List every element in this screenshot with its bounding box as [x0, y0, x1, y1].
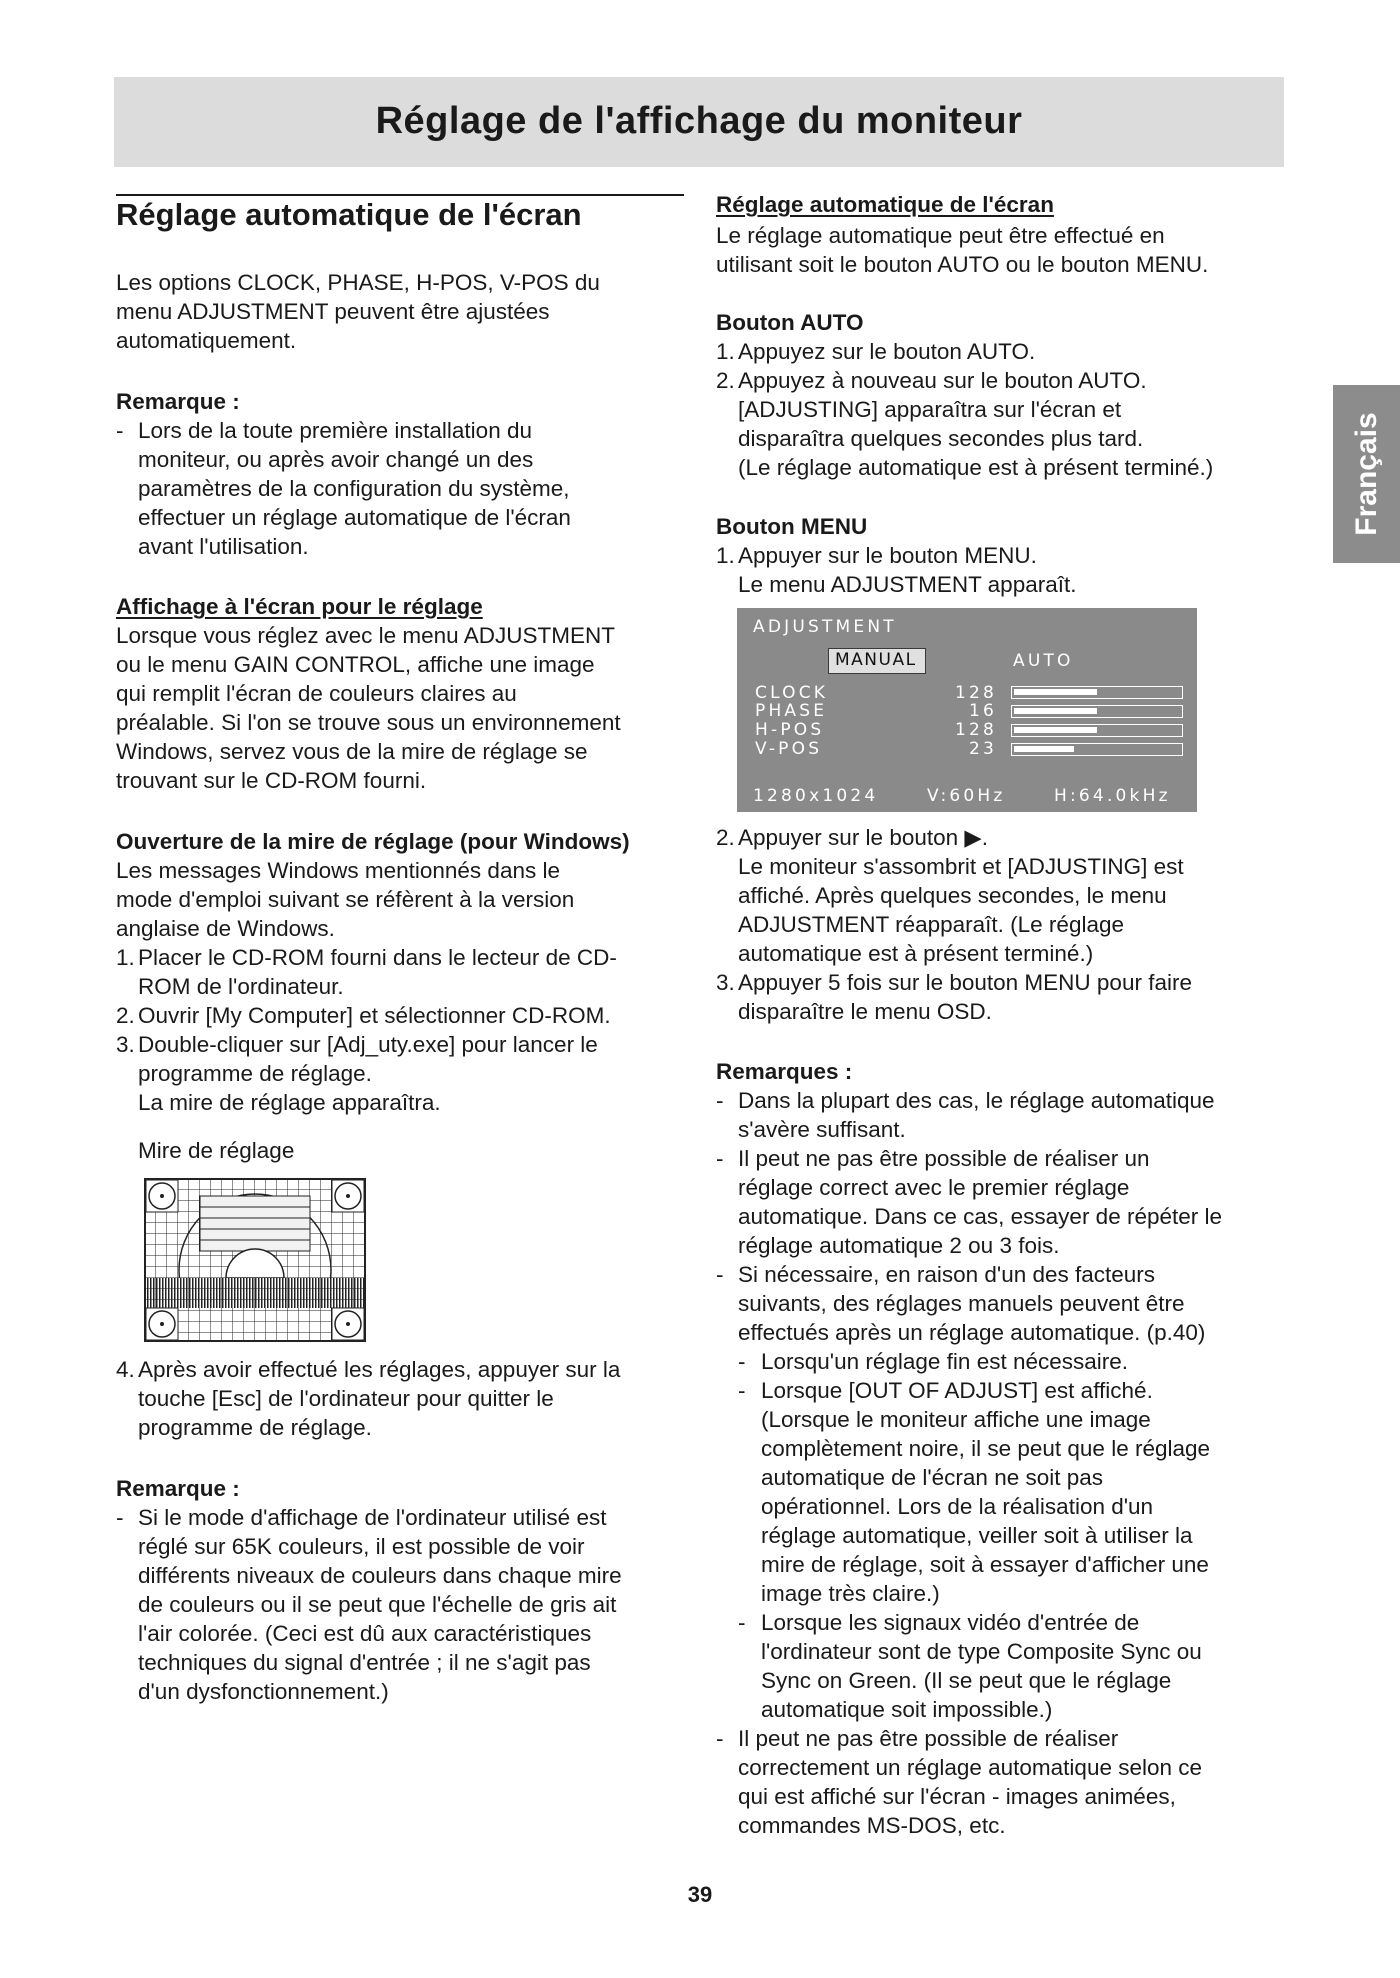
remarks-title: Remarques : [716, 1059, 853, 1084]
subsection-title: Bouton MENU [716, 514, 868, 539]
body-line: qui remplit l'écran de couleurs claires au [116, 681, 517, 706]
step-line: Le moniteur s'assombrit et [ADJUSTING] est [738, 854, 1184, 879]
body-line: Windows, servez vous de la mire de réglage se [116, 739, 588, 764]
step-marker: 1. [716, 339, 735, 364]
step-marker: 2. [716, 368, 735, 393]
step-line: Appuyer sur le bouton MENU. [738, 543, 1037, 568]
step-line: La mire de réglage apparaîtra. [138, 1090, 441, 1115]
step-marker: 4. [116, 1357, 135, 1382]
step-line: automatique est à présent terminé.) [738, 941, 1094, 966]
remark-line: automatique. Dans ce cas, essayer de répéter le [738, 1204, 1223, 1229]
step-line: Placer le CD-ROM fourni dans le lecteur de CD- [138, 945, 617, 970]
step-line: disparaîtra quelques secondes plus tard. [738, 426, 1144, 451]
intro-line: automatiquement. [116, 328, 297, 353]
remark-line: suivants, des réglages manuels peuvent être [738, 1291, 1185, 1316]
section-heading: Réglage automatique de l'écran [116, 197, 582, 232]
remark-line: paramètres de la configuration du système, [138, 476, 570, 501]
pattern-caption: Mire de réglage [138, 1138, 295, 1163]
osd-level-fill [1014, 746, 1074, 752]
osd-title: ADJUSTMENT [753, 617, 897, 637]
remark-line: Il peut ne pas être possible de réaliser [738, 1726, 1119, 1751]
remark-line: Il peut ne pas être possible de réaliser un [738, 1146, 1150, 1171]
remark-line: Si nécessaire, en raison d'un des facteurs [738, 1262, 1156, 1287]
body-line: Lorsque vous réglez avec le menu ADJUSTMENT [116, 623, 615, 648]
sub-remark-line: automatique de l'écran ne soit pas [761, 1465, 1104, 1490]
sub-remark-line: image très claire.) [761, 1581, 940, 1606]
body-line: mode d'emploi suivant se réfèrent à la version [116, 887, 575, 912]
body-line: Les messages Windows mentionnés dans le [116, 858, 560, 883]
body-line: ou le menu GAIN CONTROL, affiche une image [116, 652, 595, 677]
osd-row-label: V-POS [755, 739, 823, 759]
step-marker: 2. [116, 1003, 135, 1028]
step-marker: 1. [716, 543, 735, 568]
osd-row-value: 16 [968, 701, 997, 721]
step-line: Appuyez à nouveau sur le bouton AUTO. [738, 368, 1147, 393]
section-heading: Réglage automatique de l'écran [716, 192, 1054, 217]
language-tab [1333, 385, 1400, 563]
step-line: ROM de l'ordinateur. [138, 974, 344, 999]
remark-line: différents niveaux de couleurs dans chaque mire [138, 1563, 622, 1588]
osd-row-label: CLOCK [755, 683, 829, 703]
step-line: disparaître le menu OSD. [738, 999, 992, 1024]
remark-line: de couleurs ou il se peut que l'échelle de gris ait [138, 1592, 617, 1617]
sub-bullet-marker: - [738, 1349, 746, 1374]
body-line: préalable. Si l'on se trouve sous un environnement [116, 710, 621, 735]
remark-line: Si le mode d'affichage de l'ordinateur utilisé est [138, 1505, 607, 1530]
step-line: [ADJUSTING] apparaîtra sur l'écran et [738, 397, 1122, 422]
osd-row-label: H-POS [755, 720, 825, 740]
sub-bullet-marker: - [738, 1378, 746, 1403]
sub-remark-line: complètement noire, il se peut que le réglage [761, 1436, 1211, 1461]
remark-line: effectués après un réglage automatique. (p.40) [738, 1320, 1206, 1345]
test-pattern-image [144, 1178, 366, 1342]
page-number: 39 [687, 1882, 713, 1907]
bullet-marker: - [716, 1726, 724, 1751]
remark-line: Lors de la toute première installation du [138, 418, 532, 443]
step-marker: 3. [716, 970, 735, 995]
osd-row-value: 128 [954, 683, 997, 703]
osd-level-fill [1014, 727, 1097, 733]
section-rule [116, 194, 684, 196]
remark-line: avant l'utilisation. [138, 534, 309, 559]
step-line: Appuyer 5 fois sur le bouton MENU pour faire [738, 970, 1192, 995]
step-line: (Le réglage automatique est à présent terminé.) [738, 455, 1214, 480]
bullet-marker: - [116, 418, 124, 443]
osd-hfreq: H:64.0kHz [1054, 786, 1171, 806]
body-line: anglaise de Windows. [116, 916, 335, 941]
step-marker: 2. [716, 825, 735, 850]
sub-remark-line: automatique soit impossible.) [761, 1697, 1053, 1722]
bullet-marker: - [116, 1505, 124, 1530]
sub-remark-line: Sync on Green. (Il se peut que le réglage [761, 1668, 1172, 1693]
intro-line: Les options CLOCK, PHASE, H-POS, V-POS du [116, 270, 600, 295]
osd-level-fill [1014, 689, 1097, 695]
sub-remark-line: Lorsqu'un réglage fin est nécessaire. [761, 1349, 1129, 1374]
intro-line: menu ADJUSTMENT peuvent être ajustées [116, 299, 550, 324]
remark-line: réglage automatique 2 ou 3 fois. [738, 1233, 1060, 1258]
step-line: Appuyez sur le bouton AUTO. [738, 339, 1036, 364]
osd-level-bar [1011, 705, 1183, 718]
remark-line: s'avère suffisant. [738, 1117, 906, 1142]
step-line: touche [Esc] de l'ordinateur pour quitter le [138, 1386, 554, 1411]
remark-title: Remarque : [116, 1476, 240, 1501]
osd-auto-label: AUTO [1013, 651, 1074, 671]
step-line: Ouvrir [My Computer] et sélectionner CD-ROM. [138, 1003, 611, 1028]
sub-bullet-marker: - [738, 1610, 746, 1635]
intro-line: Le réglage automatique peut être effectué en [716, 223, 1165, 248]
intro-line: utilisant soit le bouton AUTO ou le bouton MENU. [716, 252, 1209, 277]
osd-level-bar [1011, 743, 1183, 756]
step-line: Double-cliquer sur [Adj_uty.exe] pour lancer le [138, 1032, 598, 1057]
osd-vfreq: V:60Hz [927, 786, 1006, 806]
bullet-marker: - [716, 1088, 724, 1113]
osd-adjustment-menu [737, 608, 1197, 812]
step-line: affiché. Après quelques secondes, le menu [738, 883, 1167, 908]
remark-line: effectuer un réglage automatique de l'écran [138, 505, 571, 530]
sub-remark-line: l'ordinateur sont de type Composite Sync ou [761, 1639, 1202, 1664]
language-tab-label: Français [1349, 412, 1383, 536]
step-line: programme de réglage. [138, 1061, 372, 1086]
sub-remark-line: mire de réglage, soit à essayer d'afficher une [761, 1552, 1209, 1577]
osd-level-bar [1011, 724, 1183, 737]
osd-manual-label: MANUAL [835, 650, 917, 670]
osd-row-value: 23 [968, 739, 997, 759]
subsection-title: Bouton AUTO [716, 310, 864, 335]
remark-line: commandes MS-DOS, etc. [738, 1813, 1006, 1838]
osd-row-label: PHASE [755, 701, 828, 721]
step-line: programme de réglage. [138, 1415, 372, 1440]
sub-remark-line: réglage automatique, veiller soit à utiliser la [761, 1523, 1193, 1548]
subsection-title: Affichage à l'écran pour le réglage [116, 594, 483, 619]
remark-title: Remarque : [116, 389, 240, 414]
osd-row-value: 128 [954, 720, 997, 740]
osd-level-fill [1014, 708, 1097, 714]
osd-resolution: 1280x1024 [753, 786, 879, 806]
step-marker: 3. [116, 1032, 135, 1057]
step-line: Le menu ADJUSTMENT apparaît. [738, 572, 1077, 597]
sub-remark-line: (Lorsque le moniteur affiche une image [761, 1407, 1151, 1432]
subsection-title: Ouverture de la mire de réglage (pour Windows) [116, 829, 630, 854]
step-line: Après avoir effectué les réglages, appuyer sur la [138, 1357, 621, 1382]
remark-line: l'air colorée. (Ceci est dû aux caractéristiques [138, 1621, 592, 1646]
sub-remark-line: opérationnel. Lors de la réalisation d'un [761, 1494, 1154, 1519]
sub-remark-line: Lorsque [OUT OF ADJUST] est affiché. [761, 1378, 1153, 1403]
remark-line: d'un dysfonctionnement.) [138, 1679, 389, 1704]
remark-line: techniques du signal d'entrée ; il ne s'agit pas [138, 1650, 591, 1675]
page-title: Réglage de l'affichage du moniteur [375, 100, 1023, 142]
osd-level-bar [1011, 686, 1183, 699]
body-line: trouvant sur le CD-ROM fourni. [116, 768, 427, 793]
sub-remark-line: Lorsque les signaux vidéo d'entrée de [761, 1610, 1140, 1635]
remark-line: réglé sur 65K couleurs, il est possible de voir [138, 1534, 585, 1559]
remark-line: réglage correct avec le premier réglage [738, 1175, 1130, 1200]
remark-line: correctement un réglage automatique selon ce [738, 1755, 1203, 1780]
step-line: Appuyer sur le bouton ▶. [738, 825, 988, 850]
remark-line: moniteur, ou après avoir changé un des [138, 447, 534, 472]
remark-line: Dans la plupart des cas, le réglage automatique [738, 1088, 1215, 1113]
bullet-marker: - [716, 1262, 724, 1287]
step-marker: 1. [116, 945, 135, 970]
step-line: ADJUSTMENT réapparaît. (Le réglage [738, 912, 1124, 937]
bullet-marker: - [716, 1146, 724, 1171]
remark-line: qui est affiché sur l'écran - images animées, [738, 1784, 1176, 1809]
